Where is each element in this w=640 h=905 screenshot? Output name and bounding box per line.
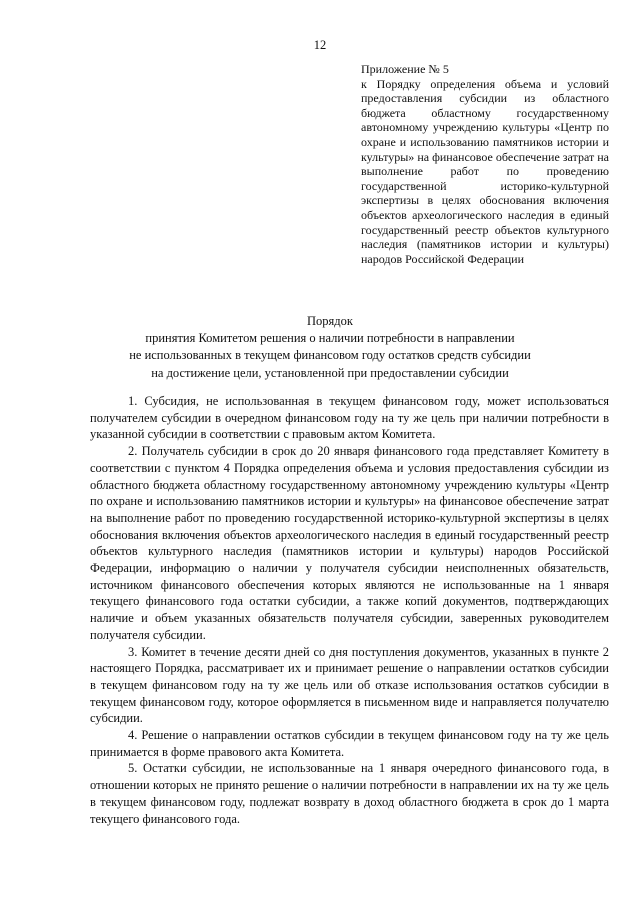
heading-line-3: на достижение цели, установленной при предоставлении субсидии: [151, 365, 509, 380]
heading-line-1: принятия Комитетом решения о наличии потребности в направлении: [145, 331, 515, 346]
appendix-block: [361, 62, 609, 266]
page-number: 12: [313, 38, 327, 52]
document-body: [90, 393, 609, 827]
appendix-title: Приложение № 5: [361, 62, 449, 76]
paragraph-3: 3. Комитет в течение десяти дней со дня поступления документов, указанных в пункте 2 настоящего Порядка, рассматривает их и принимает решение о направлении остатков субсидии в текущем финансовом году на ту же цель или об отказе использования остатков субсидии в текущем финансовом году, которое оформляется в письменном виде и направляется получателю субсидии.: [90, 644, 609, 726]
paragraph-4: 4. Решение о направлении остатков субсидии в текущем финансовом году на ту же цель принимается в форме правового акта Комитета.: [90, 728, 609, 759]
heading-line-2: не использованных в текущем финансовом году остатков средств субсидии: [129, 348, 531, 363]
paragraph-2: 2. Получатель субсидии в срок до 20 января финансового года представляет Комитету в соответствии с пунктом 4 Порядка определения объема и условия предоставления субсидии из областного бюджета областному государственному автономному учреждению культуры «Центр по охране и использованию памятников истории и культуры» на финансовое обеспечение затрат на выполнение работ по проведению государственной историко-культурной экспертизы в целях обоснования включения объектов археологического наследия в единый государственный реестр объектов культурного наследия (памятников истории и культуры) народов Российской Федерации, информацию о наличии у получателя субсидии неисполненных обязательств, источником финансового обеспечения которых являются не использованные на 1 января текущего финансового года остатки субсидии, а также копий документов, подтверждающих наличие и объем указанных обязательств получателя субсидии, заверенных руководителем получателя субсидии.: [90, 444, 609, 642]
heading-title: Порядок: [307, 314, 353, 328]
paragraph-1: 1. Субсидия, не использованная в текущем финансовом году, может использоваться получателем субсидии в очередном финансовом году на ту же цель при наличии потребности в указанной субсидии в соответствии с правовым актом Комитета.: [90, 394, 609, 442]
appendix-text: к Порядку определения объема и условий предоставления субсидии из областного бюджета областному государственному автономному учреждению культуры «Центр по охране и использованию памятников истории и культуры» на финансовое обеспечение затрат на выполнение работ по проведению государственной историко-культурной экспертизы в целях обоснования включения объектов археологического наследия в единый государственный реестр объектов культурного наследия (памятников истории и культуры) народов Российской Федерации: [361, 76, 609, 266]
document-heading: [80, 313, 580, 382]
paragraph-5: 5. Остатки субсидии, не использованные на 1 января очередного финансового года, в отношении которых не принято решение о наличии потребности в направлении их на ту же цель в текущем финансовом году, подлежат возврату в доход областного бюджета в срок до 1 марта текущего финансового года.: [90, 761, 609, 826]
